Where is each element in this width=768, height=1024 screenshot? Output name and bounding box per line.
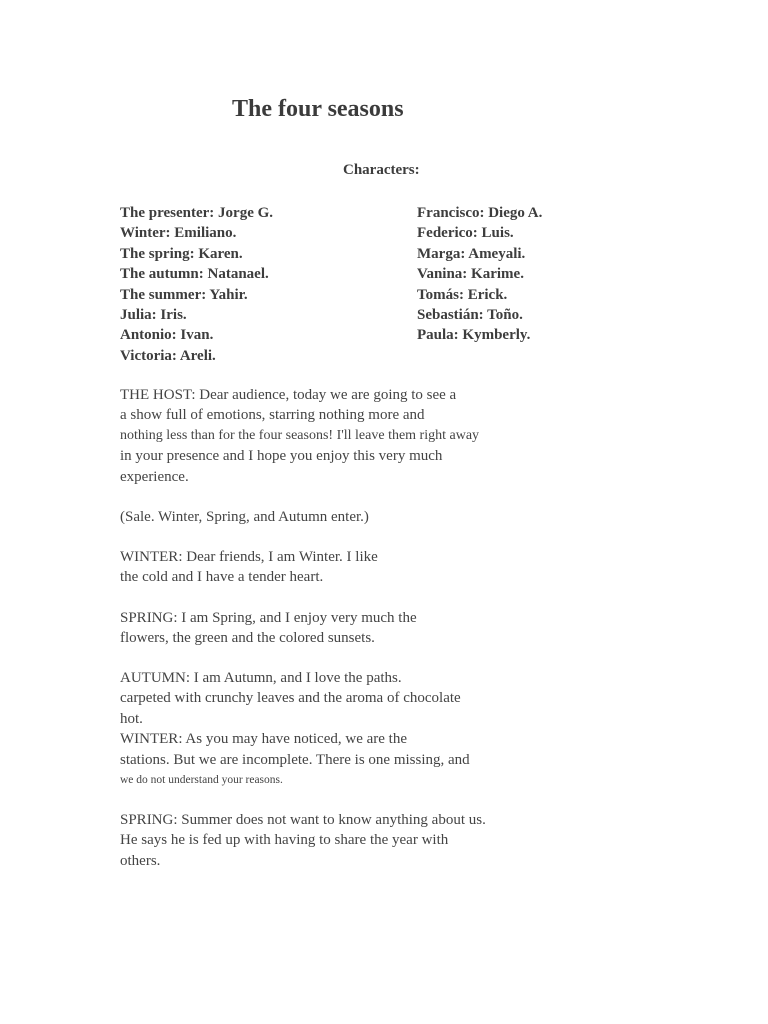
cast-item: Winter: Emiliano.	[120, 225, 237, 242]
dialogue-line: SPRING: I am Spring, and I enjoy very much the	[120, 610, 417, 626]
cast-list-right	[417, 203, 542, 346]
cast-item: The spring: Karen.	[120, 245, 243, 262]
dialogue-line: stations. But we are incomplete. There is one missing, and	[120, 751, 470, 768]
cast-item: The presenter: Jorge G.	[120, 205, 274, 221]
autumn-winter-dialogue	[120, 668, 470, 790]
spring-dialogue	[120, 608, 417, 649]
dialogue-line: nothing less than for the four seasons! I'll leave them right away	[120, 427, 480, 443]
dialogue-line: WINTER: Dear friends, I am Winter. I like	[120, 549, 378, 565]
cast-item: Tomás: Erick.	[417, 286, 508, 303]
winter-dialogue	[120, 547, 378, 588]
dialogue-line: SPRING: Summer does not want to know anything about us.	[120, 812, 486, 828]
cast-item: Vanina: Karime.	[417, 266, 524, 283]
dialogue-line: in your presence and I hope you enjoy this very much	[120, 448, 443, 465]
dialogue-line: AUTUMN: I am Autumn, and I love the paths.	[120, 670, 402, 686]
cast-item: Francisco: Diego A.	[417, 205, 543, 221]
dialogue-line: others.	[120, 852, 161, 869]
cast-item: Sebastián: Toño.	[417, 307, 523, 324]
stage-direction	[120, 507, 369, 527]
characters-heading: Characters:	[343, 162, 420, 178]
dialogue-line: the cold and I have a tender heart.	[120, 569, 324, 586]
dialogue-line: hot.	[120, 710, 143, 727]
cast-item: The autumn: Natanael.	[120, 266, 269, 283]
document-title: The four seasons	[232, 96, 404, 122]
dialogue-line: we do not understand your reasons.	[120, 774, 283, 787]
dialogue-line: (Sale. Winter, Spring, and Autumn enter.)	[120, 509, 369, 525]
cast-item: The summer: Yahir.	[120, 286, 248, 303]
cast-item: Victoria: Areli.	[120, 347, 216, 364]
cast-item: Marga: Ameyali.	[417, 245, 526, 262]
dialogue-line: He says he is fed up with having to share the year with	[120, 832, 449, 849]
spring-summer-dialogue	[120, 810, 486, 871]
dialogue-line: THE HOST: Dear audience, today we are going to see a	[120, 387, 457, 403]
cast-list-left	[120, 203, 273, 366]
cast-item: Federico: Luis.	[417, 225, 514, 242]
cast-item: Antonio: Ivan.	[120, 327, 214, 344]
host-dialogue	[120, 385, 479, 487]
cast-item: Julia: Iris.	[120, 307, 187, 324]
cast-item: Paula: Kymberly.	[417, 327, 531, 344]
dialogue-line: WINTER: As you may have noticed, we are the	[120, 731, 407, 748]
dialogue-line: experience.	[120, 468, 189, 485]
dialogue-line: a show full of emotions, starring nothing more and	[120, 407, 425, 424]
dialogue-line: carpeted with crunchy leaves and the aroma of chocolate	[120, 690, 461, 707]
dialogue-line: flowers, the green and the colored sunsets.	[120, 630, 375, 647]
